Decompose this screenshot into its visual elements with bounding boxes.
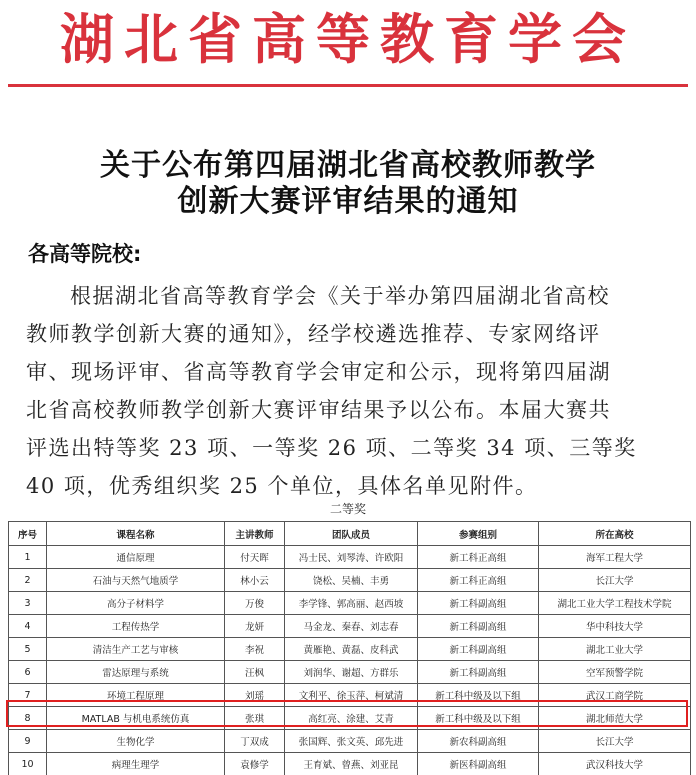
body-line-1: 根据湖北省高等教育学会《关于举办第四届湖北省高校 <box>70 284 610 308</box>
cell-team: 文利平、徐玉萍、柯斌清 <box>285 684 418 707</box>
salutation: 各高等院校: <box>28 242 142 266</box>
cell-index: 4 <box>9 615 47 638</box>
cell-lecturer: 丁双成 <box>225 730 285 753</box>
cell-group: 新工科副高组 <box>418 615 539 638</box>
body-line-4: 北省高校教师教学创新大赛评审结果予以公布。本届大赛共 <box>26 398 611 422</box>
header-university: 所在高校 <box>539 522 691 546</box>
table-row <box>9 707 691 730</box>
header-team: 团队成员 <box>285 522 418 546</box>
cell-course: 石油与天然气地质学 <box>47 569 225 592</box>
cell-university: 湖北工业大学 <box>539 638 691 661</box>
letterhead: 湖北省高等教育学会 <box>60 7 636 71</box>
table-row <box>9 753 691 775</box>
table-row <box>9 592 691 615</box>
cell-lecturer: 林小云 <box>225 569 285 592</box>
cell-lecturer: 龙妍 <box>225 615 285 638</box>
table-row <box>9 546 691 569</box>
body-line-5: 评选出特等奖 23 项、一等奖 26 项、二等奖 34 项、三等奖 <box>26 436 637 460</box>
cell-course: 通信原理 <box>47 546 225 569</box>
cell-university: 长江大学 <box>539 730 691 753</box>
cell-team: 刘润华、谢超、方群乐 <box>285 661 418 684</box>
cell-team: 马金龙、秦春、刘志春 <box>285 615 418 638</box>
cell-group: 新工科副高组 <box>418 661 539 684</box>
cell-index: 1 <box>9 546 47 569</box>
cell-lecturer: 万俊 <box>225 592 285 615</box>
cell-index: 5 <box>9 638 47 661</box>
letterhead-rule <box>8 84 688 87</box>
cell-course: 清洁生产工艺与审核 <box>47 638 225 661</box>
cell-group: 新工科副高组 <box>418 592 539 615</box>
table-header-row <box>9 522 691 546</box>
cell-course: 生物化学 <box>47 730 225 753</box>
document-title-line-2: 创新大赛评审结果的通知 <box>177 184 519 219</box>
cell-group: 新工科正高组 <box>418 569 539 592</box>
body-line-2: 教师教学创新大赛的通知》，经学校遴选推荐、专家网络评 <box>26 322 601 346</box>
cell-index: 8 <box>9 707 47 730</box>
header-index: 序号 <box>9 522 47 546</box>
cell-lecturer: 李祝 <box>225 638 285 661</box>
table-row <box>9 615 691 638</box>
table-row <box>9 684 691 707</box>
results-table <box>8 521 691 775</box>
table-row <box>9 638 691 661</box>
cell-university: 武汉科技大学 <box>539 753 691 775</box>
cell-index: 3 <box>9 592 47 615</box>
cell-university: 华中科技大学 <box>539 615 691 638</box>
cell-course: 高分子材料学 <box>47 592 225 615</box>
cell-course: 雷达原理与系统 <box>47 661 225 684</box>
cell-course: MATLAB 与机电系统仿真 <box>47 707 225 730</box>
table-row <box>9 569 691 592</box>
cell-university: 海军工程大学 <box>539 546 691 569</box>
cell-index: 7 <box>9 684 47 707</box>
cell-team: 黄雁艳、黄磊、皮科武 <box>285 638 418 661</box>
cell-index: 6 <box>9 661 47 684</box>
cell-lecturer: 付天晖 <box>225 546 285 569</box>
cell-lecturer: 汪枫 <box>225 661 285 684</box>
cell-group: 新工科正高组 <box>418 546 539 569</box>
cell-team: 冯士民、刘琴涛、许欧阳 <box>285 546 418 569</box>
cell-index: 10 <box>9 753 47 775</box>
cell-group: 新医科副高组 <box>418 753 539 775</box>
table-row <box>9 730 691 753</box>
cell-group: 新工科中级及以下组 <box>418 707 539 730</box>
cell-university: 长江大学 <box>539 569 691 592</box>
cell-university: 空军预警学院 <box>539 661 691 684</box>
cell-team: 李学锋、郭高丽、赵西坡 <box>285 592 418 615</box>
cell-course: 环境工程原理 <box>47 684 225 707</box>
body-line-3: 审、现场评审、省高等教育学会审定和公示，现将第四届湖 <box>26 360 611 384</box>
document-title-line-1: 关于公布第四届湖北省高校教师教学 <box>100 148 596 183</box>
cell-team: 张国辉、张文英、邱先进 <box>285 730 418 753</box>
cell-group: 新工科中级及以下组 <box>418 684 539 707</box>
cell-university: 湖北工业大学工程技术学院 <box>539 592 691 615</box>
header-lecturer: 主讲教师 <box>225 522 285 546</box>
cell-lecturer: 张琪 <box>225 707 285 730</box>
cell-team: 饶松、吴楠、丰勇 <box>285 569 418 592</box>
cell-group: 新农科副高组 <box>418 730 539 753</box>
cell-team: 王育斌、曾燕、刘亚昆 <box>285 753 418 775</box>
cell-university: 湖北师范大学 <box>539 707 691 730</box>
cell-lecturer: 袁修学 <box>225 753 285 775</box>
cell-group: 新工科副高组 <box>418 638 539 661</box>
header-group: 参赛组别 <box>418 522 539 546</box>
section-caption: 二等奖 <box>329 502 366 516</box>
cell-course: 病理生理学 <box>47 753 225 775</box>
cell-course: 工程传热学 <box>47 615 225 638</box>
cell-index: 9 <box>9 730 47 753</box>
body-line-6: 40 项，优秀组织奖 25 个单位，具体名单见附件。 <box>26 474 538 498</box>
cell-index: 2 <box>9 569 47 592</box>
cell-lecturer: 刘瑶 <box>225 684 285 707</box>
table-row <box>9 661 691 684</box>
header-course: 课程名称 <box>47 522 225 546</box>
cell-university: 武汉工商学院 <box>539 684 691 707</box>
cell-team: 高红亮、涂建、艾青 <box>285 707 418 730</box>
